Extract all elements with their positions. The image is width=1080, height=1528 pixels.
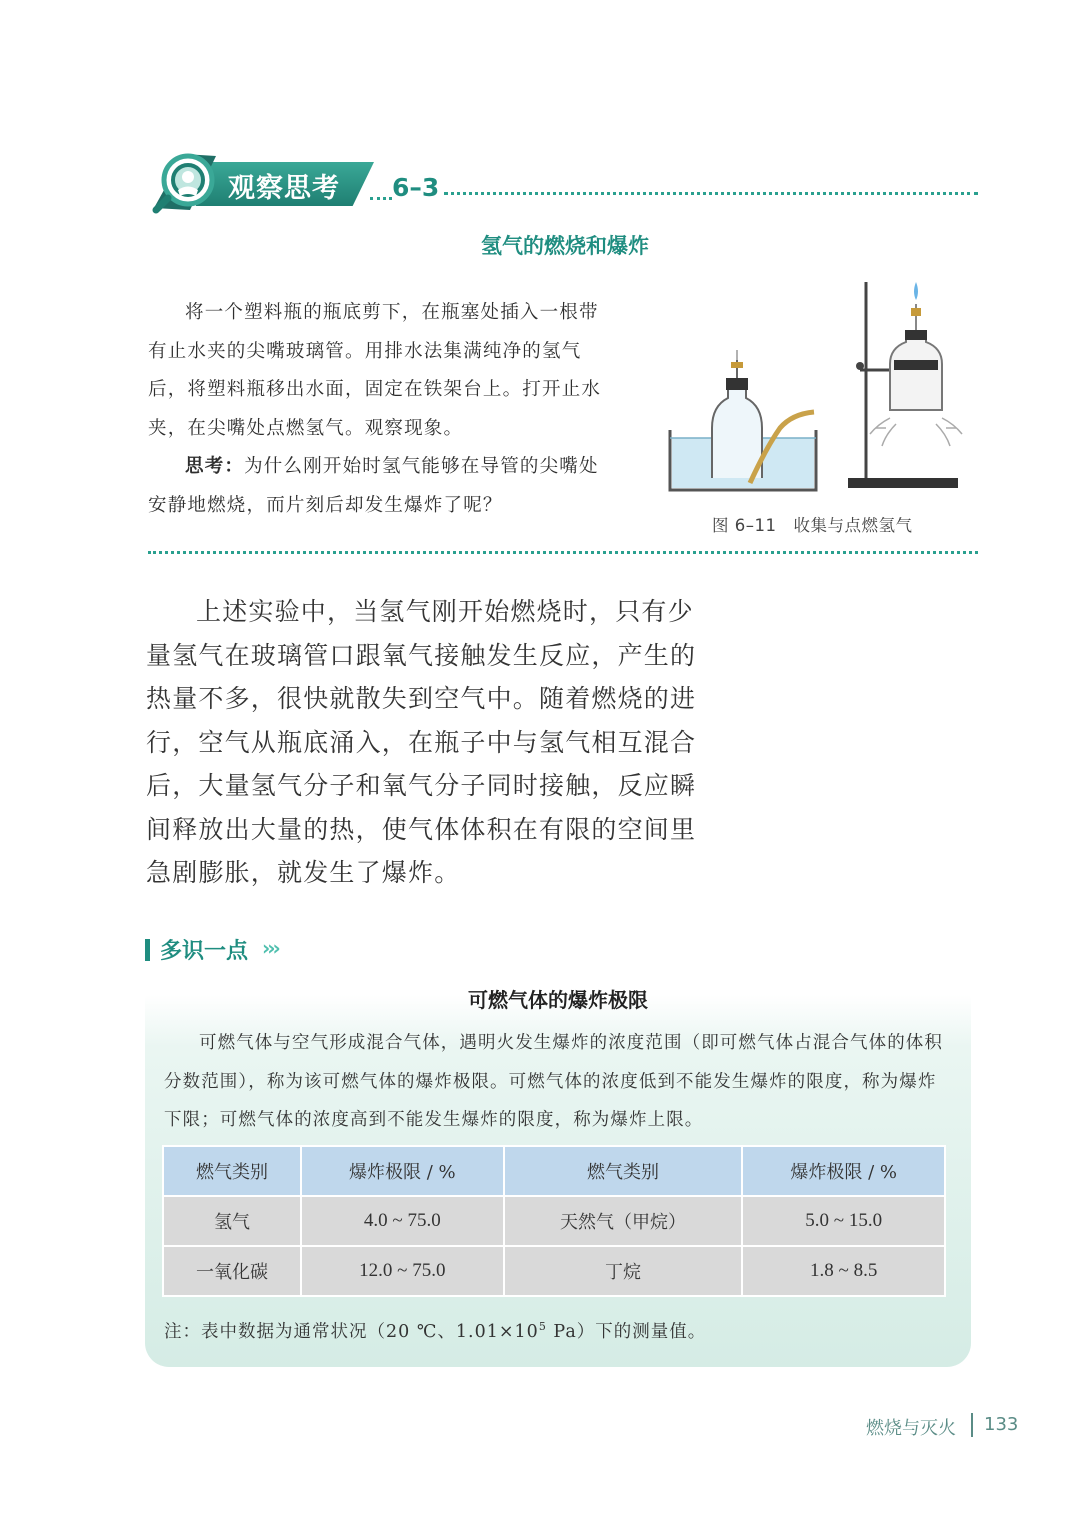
table-row <box>163 1246 945 1296</box>
collection-bottle <box>712 388 762 478</box>
stand-base <box>848 478 958 488</box>
section-bottom-divider <box>148 551 978 554</box>
experiment-text: 将一个塑料瓶的瓶底剪下，在瓶塞处插入一根带有止水夹的尖嘴玻璃管。用排水法集满纯净的氢气后，将塑料瓶移出水面，固定在铁架台上。打开止水夹，在尖嘴处点燃氢气。观察现象。 <box>148 302 602 439</box>
table-cell: 天然气（甲烷） <box>504 1196 743 1246</box>
chevron-right-icon: ››› <box>262 936 278 960</box>
think-question: 为什么刚开始时氢气能够在导管的尖嘴处安静地燃烧，而片刻后却发生爆炸了呢？ <box>148 456 599 516</box>
table-header: 爆炸极限 / % <box>742 1146 945 1196</box>
figure-hydrogen-apparatus <box>664 278 984 500</box>
table-cell: 氢气 <box>163 1196 301 1246</box>
table-row <box>163 1196 945 1246</box>
note-prefix: 注：表中数据为通常状况（20 ℃、1.01×10 <box>164 1322 539 1342</box>
header-divider <box>444 192 978 195</box>
knowledge-title: 可燃气体的爆炸极限 <box>468 988 648 1012</box>
explosion-limit-table <box>162 1145 946 1297</box>
water-clip <box>731 362 743 368</box>
hydrogen-flame <box>914 282 918 300</box>
table-note <box>164 1318 706 1343</box>
table-cell: 4.0 ~ 75.0 <box>301 1196 504 1246</box>
footer-separator <box>971 1413 973 1437</box>
table-cell: 丁烷 <box>504 1246 743 1296</box>
think-label: 思考： <box>185 456 245 477</box>
chapter-name: 燃烧与灭火 <box>866 1418 956 1439</box>
experiment-title: 氢气的燃烧和爆炸 <box>481 233 649 258</box>
table-cell: 12.0 ~ 75.0 <box>301 1246 504 1296</box>
think-paragraph <box>148 448 618 525</box>
note-suffix: Pa）下的测量值。 <box>546 1322 707 1342</box>
magnifier-icon <box>150 150 220 214</box>
experiment-description <box>148 294 618 525</box>
explosion-lines <box>870 418 962 446</box>
main-paragraph <box>146 590 708 895</box>
note-superscript: 5 <box>538 1320 547 1334</box>
section-number: 6–3 <box>392 173 440 202</box>
section-title: 观察思考 <box>228 173 340 204</box>
header-dots-left <box>370 197 392 200</box>
stand-bottle <box>890 336 942 410</box>
table-cell: 5.0 ~ 15.0 <box>742 1196 945 1246</box>
page-number: 133 <box>984 1414 1019 1435</box>
knowledge-text: 可燃气体与空气形成混合气体，遇明火发生爆炸的浓度范围（即可燃气体占混合气体的体积分数范围），称为该可燃气体的爆炸极限。可燃气体的浓度低到不能发生爆炸的限度，称为爆炸下限；可燃气体的浓度高到不能发生爆炸的限度，称为爆炸上限。 <box>164 1033 943 1130</box>
table-header: 燃气类别 <box>504 1146 743 1196</box>
more-heading-bar <box>145 939 150 961</box>
table-header-row <box>163 1146 945 1196</box>
table-cell: 一氧化碳 <box>163 1246 301 1296</box>
more-heading: 多识一点 <box>160 939 249 964</box>
bottle-stopper <box>726 378 748 390</box>
table-header: 燃气类别 <box>163 1146 301 1196</box>
table-cell: 1.8 ~ 8.5 <box>742 1246 945 1296</box>
table-header: 爆炸极限 / % <box>301 1146 504 1196</box>
knowledge-text-block <box>164 1024 954 1140</box>
figure-caption: 图 6–11 收集与点燃氢气 <box>712 516 913 535</box>
main-text: 上述实验中，当氢气刚开始燃烧时，只有少量氢气在玻璃管口跟氧气接触发生反应，产生的热量不多，很快就散失到空气中。随着燃烧的进行，空气从瓶底涌入，在瓶子中与氢气相互混合后，大量氢气分子和氧气分子同时接触，反应瞬间释放出大量的热，使气体体积在有限的空间里急剧膨胀，就发生了爆炸。 <box>146 597 697 887</box>
